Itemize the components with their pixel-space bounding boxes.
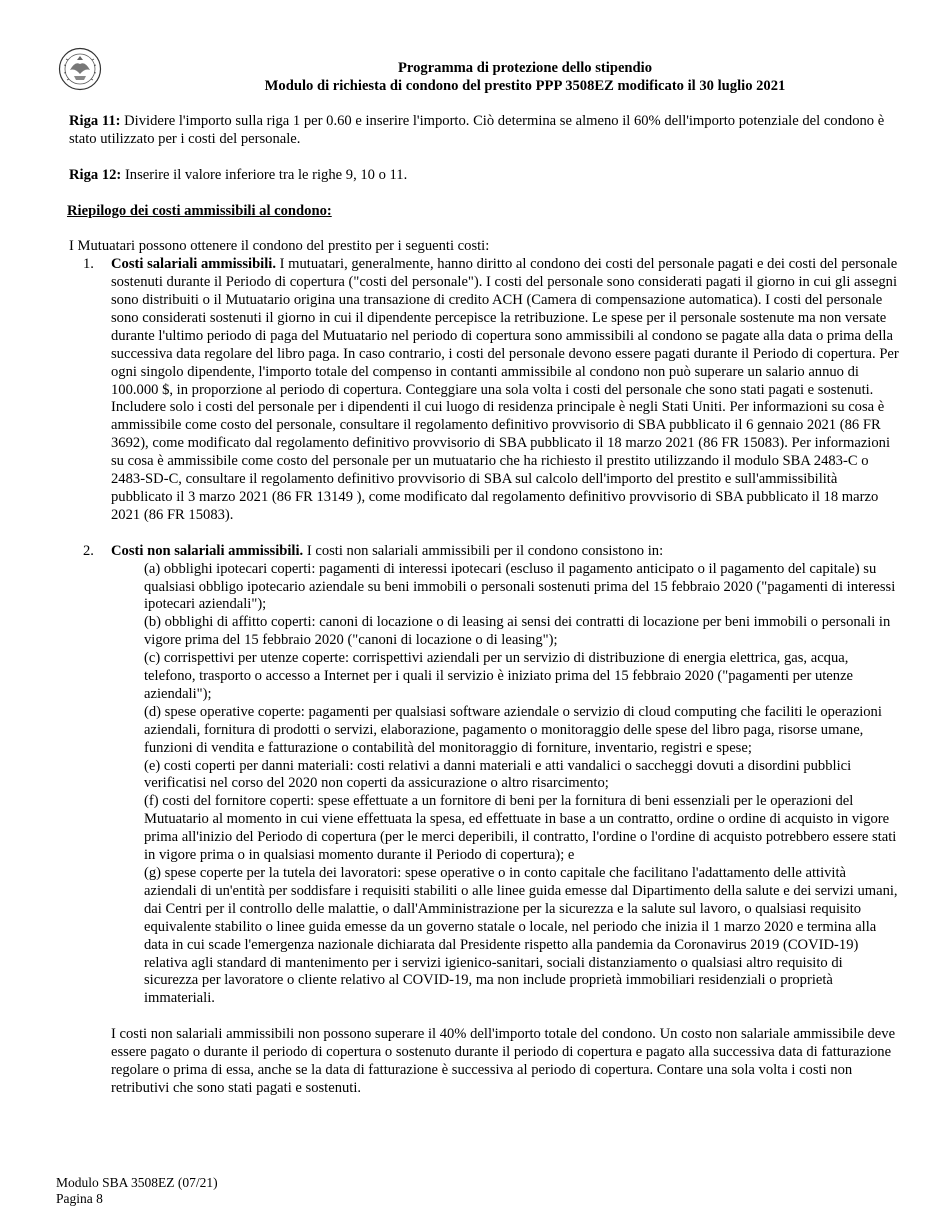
- list-item-salary-costs: [69, 256, 899, 525]
- item-text: I costi non salariali ammissibili per il condono consistono in:: [303, 542, 664, 559]
- sub-item-d: (d) spese operative coperte: pagamenti per qualsiasi software aziendale o servizio di cloud computing che faciliti le operazioni aziendali, fornitura di prodotti o servizi, elaborazione, pagamento o monitoraggio delle spese del libro paga, risorse umane, funzioni di vendita e fatturazione o contabilità del monitoraggio di forniture, inventario, registri e spese;: [144, 703, 882, 756]
- sub-item-g: (g) spese coperte per la tutela dei lavoratori: spese operative o in conto capitale che facilitano l'adattamento delle attività aziendali di un'entità per soddisfare i requisiti stabiliti o alle linee guida emesse dal Dipartimento della salute e dei servizi umani, dai Centri per il controllo delle malattie, o dall'Amministrazione per la sicurezza e la salute sul lavoro, o qualsiasi requisito equivalente stabilito o linee guida emesse da un governo statale o locale, nel periodo che inizia il 1 marzo 2020 e termina alla data in cui scade l'emergenza nazionale dichiarata dal Presidente rispetto alla pandemia da Coronavirus 2019 (COVID-19) relativa agli standard di mantenimento per i servizi igienico-sanitari, sociali distanziamento o qualsiasi altro requisito di sicurezza per lavoratore o cliente relativo al COVID-19, ma non include proprietà immobiliari residenziali o proprietà immateriali.: [144, 865, 898, 1007]
- sub-item-c: (c) corrispettivi per utenze coperte: corrispettivi aziendali per un servizio di distribuzione di energia elettrica, gas, acqua, telefono, trasporto o accesso a Internet per i quali il servizio è iniziato prima del 15 febbraio 2020 ("pagamenti per utenze aziendali");: [144, 650, 854, 702]
- document-header: [150, 60, 900, 95]
- header-title: Programma di protezione dello stipendio: [397, 60, 653, 76]
- item-title: Costi non salariali ammissibili.: [111, 542, 304, 559]
- sub-items: [111, 561, 899, 1009]
- riga-11-text: Dividere l'importo sulla riga 1 per 0.60 e inserire l'importo. Ciò determina se almeno il 60% dell'importo potenziale del condono è stato utilizzato per i costi del personale.: [69, 113, 885, 147]
- document-body: [69, 113, 899, 1098]
- list-number: 2.: [83, 542, 94, 559]
- list-item-nonsalary-costs: [69, 543, 899, 1009]
- header-subtitle: Modulo di richiesta di condono del prestito PPP 3508EZ modificato il 30 luglio 2021: [264, 77, 786, 94]
- sub-item-a: (a) obblighi ipotecari coperti: pagamenti di interessi ipotecari (escluso il pagamento anticipato o il pagamento del capitale) su qualsiasi obbligo ipotecario aziendale su beni immobili o personali sostenuti prima del 15 febbraio 2020 ("pagamenti di interessi ipotecari aziendali");: [144, 560, 896, 613]
- sub-item-f: (f) costi del fornitore coperti: spese effettuate a un fornitore di beni per la fornitura di beni essenziali per le operazioni del Mutuatario al momento in cui viene effettuata la spesa, ed effettuate in base a un contratto, ordine o ordine di acquisto in vigore prima all'inizio del Periodo di copertura (per le merci deperibili, il contratto, l'ordine o l'ordine di acquisto potrebbero essere stati in vigore prima o in qualsiasi momento durante il Periodo di copertura); e: [144, 793, 897, 864]
- summary-heading: Riepilogo dei costi ammissibili al condono:: [67, 202, 332, 219]
- riga-11-label: Riga 11:: [69, 113, 121, 129]
- item-text: I mutuatari, generalmente, hanno diritto al condono dei costi del personale pagati e dei costi del personale sostenuti durante il Periodo di copertura ("costi del personale"). I costi del personale sono considerati pagati il giorno in cui gli assegni sono distribuiti o il Mutuatario origina una transazione di credito ACH (Camera di compensazione automatica). I costi del personale sono considerati sostenuti il giorno in cui il dipendente percepisce la retribuzione. Le spese per il personale sostenute ma non versate durante l'ultimo periodo di paga del Mutuatario nel periodo di copertura sono ammissibili al condono se pagate alla data o prima della successiva data regolare del libro paga. In caso contrario, i costi del personale devono essere pagati durante il Periodo di copertura. Per ogni singolo dipendente, l'importo totale del compenso in contanti ammissibile al condono non può superare un salario annuo di 100.000 $, in proporzione al periodo di copertura. Conteggiare una sola volta i costi del personale che sono stati pagati e sostenuti. Includere solo i costi del personale per i dipendenti il cui luogo di residenza principale è negli Stati Uniti. Per informazioni su cosa è ammissibile come costo del personale, consultare il regolamento definitivo provvisorio di SBA pubblicato il 6 gennaio 2021 (86 FR 3692), come modificato dal regolamento definitivo provvisorio di SBA pubblicato il 18 marzo 2021 (86 FR 15083). Per informazioni su cosa è ammissibile come costo del personale per un mutuatario che ha richiesto il prestito utilizzando il modulo SBA 2483-C o 2483-SD-C, consultare il regolamento definitivo provvisorio di SBA sul calcolo dell'importo del prestito e sull'ammissibilità pubblicato il 3 marzo 2021 (86 FR 13149 ), come modificato dal regolamento definitivo provvisorio di SBA pubblicato il 18 marzo 2021 (86 FR 15083).: [111, 256, 899, 523]
- item-title: Costi salariali ammissibili.: [111, 256, 276, 273]
- page-footer: [56, 1175, 218, 1207]
- riga-12-text: Inserire il valore inferiore tra le righe 9, 10 o 11.: [121, 166, 408, 183]
- sub-item-e: (e) costi coperti per danni materiali: costi relativi a danni materiali e atti vandalici o saccheggi dovuti a disordini pubblici verificatisi nel corso del 2020 non coperti da assicurazione o altro risarcimento;: [144, 757, 852, 792]
- footer-form-id: Modulo SBA 3508EZ (07/21): [56, 1175, 218, 1190]
- intro-text: I Mutuatari possono ottenere il condono del prestito per i seguenti costi:: [69, 238, 490, 255]
- riga-11-paragraph: [69, 113, 899, 149]
- sba-seal-icon: [58, 46, 102, 92]
- sub-item-b: (b) obblighi di affitto coperti: canoni di locazione o di leasing ai sensi dei contratti di locazione per beni immobili o personali in vigore prima del 15 febbraio 2020 ("canoni di locazione o di leasing");: [144, 614, 891, 649]
- riga-12-label: Riga 12:: [69, 166, 122, 183]
- list-number: 1.: [83, 256, 94, 273]
- footer-page-number: Pagina 8: [56, 1191, 103, 1206]
- riga-12-paragraph: [69, 167, 899, 185]
- closing-paragraph: I costi non salariali ammissibili non possono superare il 40% dell'importo totale del condono. Un costo non salariale ammissibile deve essere pagato o durante il periodo di copertura o sostenuto durante il periodo di copertura e pagato alla successiva data di fatturazione regolare o prima di essa, anche se la data di fatturazione è successiva al periodo di copertura. Contare una sola volta i costi non retributivi che sono stati pagati e sostenuti.: [111, 1026, 896, 1096]
